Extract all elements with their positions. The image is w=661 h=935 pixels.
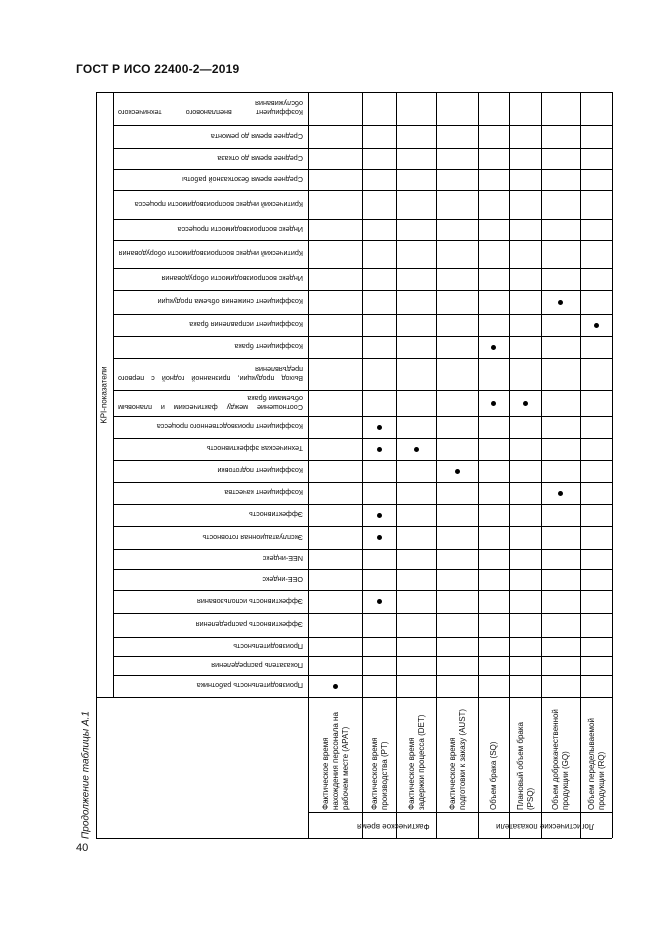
column-header-text: Фактическое время производства (PT) (369, 737, 389, 810)
kpi-row-label (114, 504, 307, 526)
kpi-label-text: Эффективность (249, 510, 303, 520)
kpi-label-text: Коэффициент снижения объема продукции (157, 297, 303, 307)
kpi-label-text: Критический индекс воспроизводимости оборудования (118, 249, 303, 259)
kpi-group-label-text: KPI-показатели (99, 366, 109, 424)
mark-dot (414, 447, 419, 452)
kpi-row-label (114, 460, 307, 482)
group-header-text: Фактическое время (356, 821, 430, 831)
mark-dot (523, 401, 528, 406)
kpi-group-label (98, 355, 110, 435)
mark-dot (455, 469, 460, 474)
kpi-label-text: Индекс воспроизводимости процесса (177, 225, 303, 234)
column-header (581, 700, 612, 812)
column-header-text: Объем брака (SQ) (489, 741, 498, 810)
mark-dot (377, 425, 382, 430)
kpi-row-label (114, 240, 307, 268)
mark-dot (377, 513, 382, 518)
mark-dot (491, 345, 496, 350)
document-header: ГОСТ Р ИСО 22400-2—2019 (76, 62, 240, 76)
group-header-divider (308, 812, 612, 813)
kpi-label-text: Соотношение между фактическим и плановым объемами брака (118, 394, 303, 412)
kpi-row-label (114, 438, 307, 460)
column-header-text: Объем доброкачественной продукции (GQ) (551, 709, 570, 810)
kpi-row-label (114, 526, 307, 549)
frame-bottom (96, 838, 612, 839)
column-header-text: Плановый объем брака (PSQ) (515, 722, 535, 810)
column-header (542, 700, 580, 812)
mark-dot (558, 300, 563, 305)
column-header-text: Объем переделываемой продукции (RQ) (586, 718, 606, 810)
kpi-label-text: Производительность работника (196, 681, 303, 691)
kpi-row-label (114, 590, 307, 613)
kpi-label-text: Коэффициент качества (224, 488, 303, 498)
kpi-row-label (114, 92, 307, 125)
continuation-caption: Продолжение таблицы А.1 (80, 711, 92, 839)
frame-right (612, 92, 613, 838)
kpi-label-text: Эффективность использования (196, 597, 303, 606)
kpi-label-text: Критический индекс воспроизводимости процесса (134, 200, 303, 209)
kpi-label-text: OEE-индекс (262, 575, 303, 584)
kpi-row-label (114, 416, 307, 438)
kpi-row-label (114, 190, 307, 219)
mark-dot (377, 535, 382, 540)
kpi-row-label (114, 569, 307, 590)
kpi-row-label (114, 390, 307, 416)
group-header-text: Логистические показатели (495, 821, 595, 831)
kpi-row-label (114, 148, 307, 169)
kpi-row-label (114, 336, 307, 358)
column-header-text: Фактическое время задержки процесса (DET) (406, 714, 426, 810)
group-header (478, 815, 612, 837)
kpi-label-text: Среднее время безотказной работы (182, 175, 303, 184)
column-header (397, 700, 436, 812)
kpi-label-text: Индекс воспроизводимости оборудования (161, 274, 303, 284)
kpi-row-label (114, 169, 307, 190)
kpi-row-label (114, 125, 307, 148)
kpi-label-text: Коэффициент внепланового технического обслуживания (118, 99, 303, 118)
kpi-label-text: Производительность (233, 642, 303, 651)
kpi-row-label (114, 482, 307, 504)
column-header (309, 700, 362, 812)
kpi-row-label (114, 549, 307, 569)
kpi-label-text: Коэффициент брака (234, 342, 303, 352)
column-header (510, 700, 541, 812)
kpi-label-text: Среднее время до отказа (217, 154, 303, 163)
kpi-row-label (114, 290, 307, 314)
mark-dot (491, 401, 496, 406)
kpi-row-label (114, 637, 307, 656)
mark-dot (377, 447, 382, 452)
mark-dot (558, 491, 563, 496)
kpi-row-label (114, 268, 307, 290)
kpi-label-text: Среднее время до ремонта (210, 132, 303, 141)
kpi-row-label (114, 613, 307, 637)
page-number: 40 (76, 842, 89, 854)
kpi-row-label (114, 358, 307, 390)
column-header (479, 700, 509, 812)
kpi-row-label (114, 675, 307, 697)
column-header-text: Фактическое время нахождения персонала на рабочем месте (APAT) (320, 712, 350, 810)
kpi-label-text: Коэффициент производственного процесса (156, 422, 303, 432)
kpi-label-text: Эффективность распределения (195, 620, 303, 630)
kpi-label-text: Показатель распределения (211, 661, 303, 670)
kpi-row-label (114, 656, 307, 675)
kpi-label-text: Коэффициент исправления брака (189, 320, 303, 330)
kpi-label-text: Выход продукции, признанной годной с первого предъявления (118, 365, 303, 383)
kpi-label-text: Коэффициент подготовки (217, 466, 303, 476)
kpi-row-label (114, 314, 307, 336)
kpi-label-text: NEE-индекс (262, 554, 303, 564)
column-header-text: Фактическое время подготовки к заказу (AUST) (447, 708, 467, 810)
mark-dot (333, 684, 338, 689)
column-header (437, 700, 478, 812)
kpi-label-text: Эксплуатационная готовность (202, 533, 303, 542)
group-header (308, 815, 478, 837)
mark-dot (594, 323, 599, 328)
row-divider (96, 697, 612, 698)
kpi-label-text: Техническая эффективность (206, 444, 303, 454)
mark-dot (377, 599, 382, 604)
kpi-row-label (114, 219, 307, 240)
frame-left (96, 92, 97, 838)
column-header (363, 700, 396, 812)
